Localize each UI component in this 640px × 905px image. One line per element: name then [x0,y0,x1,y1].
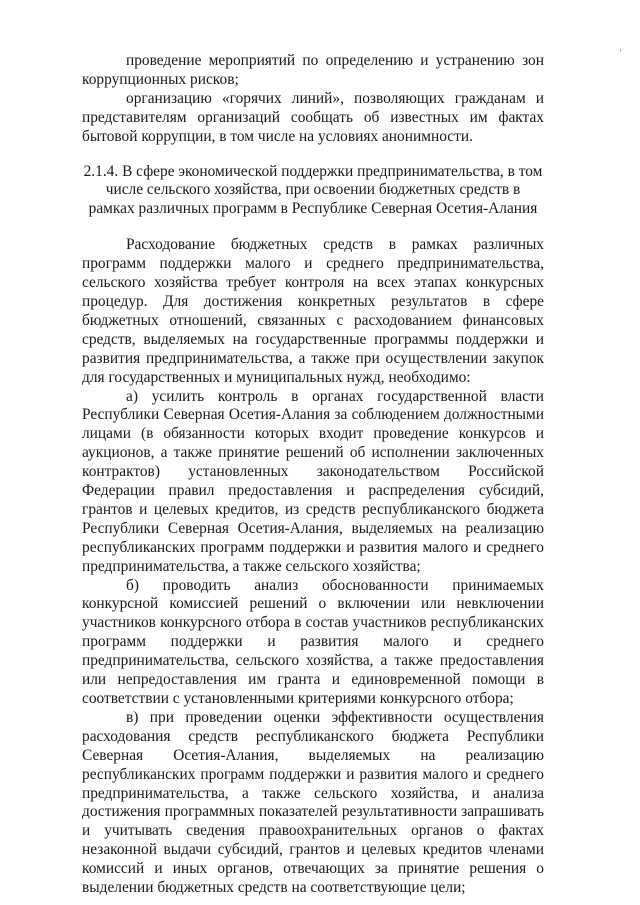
paragraph-hotlines: организацию «горячих линий», позволяющих гражданам и представителям организаций сообщать об известных им фактах бытовой коррупции, в том числе на условиях анонимности. [82,89,544,145]
section-heading: 2.1.4. В сфере экономической поддержки предпринимательства, в том числе сельского хозяйства, при освоении бюджетных средств в рамках различных программ в Республике Северная Осетия-Алания [83,162,543,218]
paragraph-risk-zones: проведение мероприятий по определению и устранению зон коррупционных рисков; [82,52,544,88]
document-page [82,52,544,898]
list-item-c: в) при проведении оценки эффективности осуществления расходования средств республиканского бюджета Республики Северная Осетия-Алания, выделяемых на реализацию республиканских программ поддержки и развития малого и среднего предпринимательства, а также сельского хозяйства, и анализа достижения программных показателей результативности запрашивать и учитывать сведения правоохранительных органов о фактах незаконной выдачи субсидий, грантов и целевых кредитов членами комиссий и иных органов, отвечающих за принятие решения о выделении бюджетных средств на соответствующие цели; [82,708,544,897]
list-item-a: а) усилить контроль в органах государственной власти Республики Северная Осетия-Алания за соблюдением должностными лицами (в обязанности которых входит проведение конкурсов и аукционов, а также принятие решений об исполнении заключенных контрактов) установленных законодательством Российской Федерации правил предоставления и распределения субсидий, грантов и целевых кредитов, из средств республиканского бюджета Республики Северная Осетия-Алания, выделяемых на реализацию республиканских программ поддержки и развития малого и среднего предпринимательства, а также сельского хозяйства; [82,387,544,575]
margin-mark: ' [619,48,622,59]
paragraph-budget-spending: Расходование бюджетных средств в рамках различных программ поддержки малого и среднего предпринимательства, сельского хозяйства требует контроля на всех этапах конкурсных процедур. Для достижения конкретных результатов в сфере бюджетных отношений, связанных с расходованием финансовых средств, выделяемых на государственные программы поддержки и развития предпринимательства, а также при осуществлении закупок для государственных и муниципальных нужд, необходимо: [82,236,544,386]
list-item-b: б) проводить анализ обоснованности принимаемых конкурсной комиссией решений о включении или невключении участников конкурсного отбора в состав участников республиканских программ поддержки и развития малого и среднего предпринимательства, сельского хозяйства, а также предоставления или непредоставления им гранта и единовременной помощи в соответствии с установленными критериями конкурсного отбора; [82,576,544,707]
